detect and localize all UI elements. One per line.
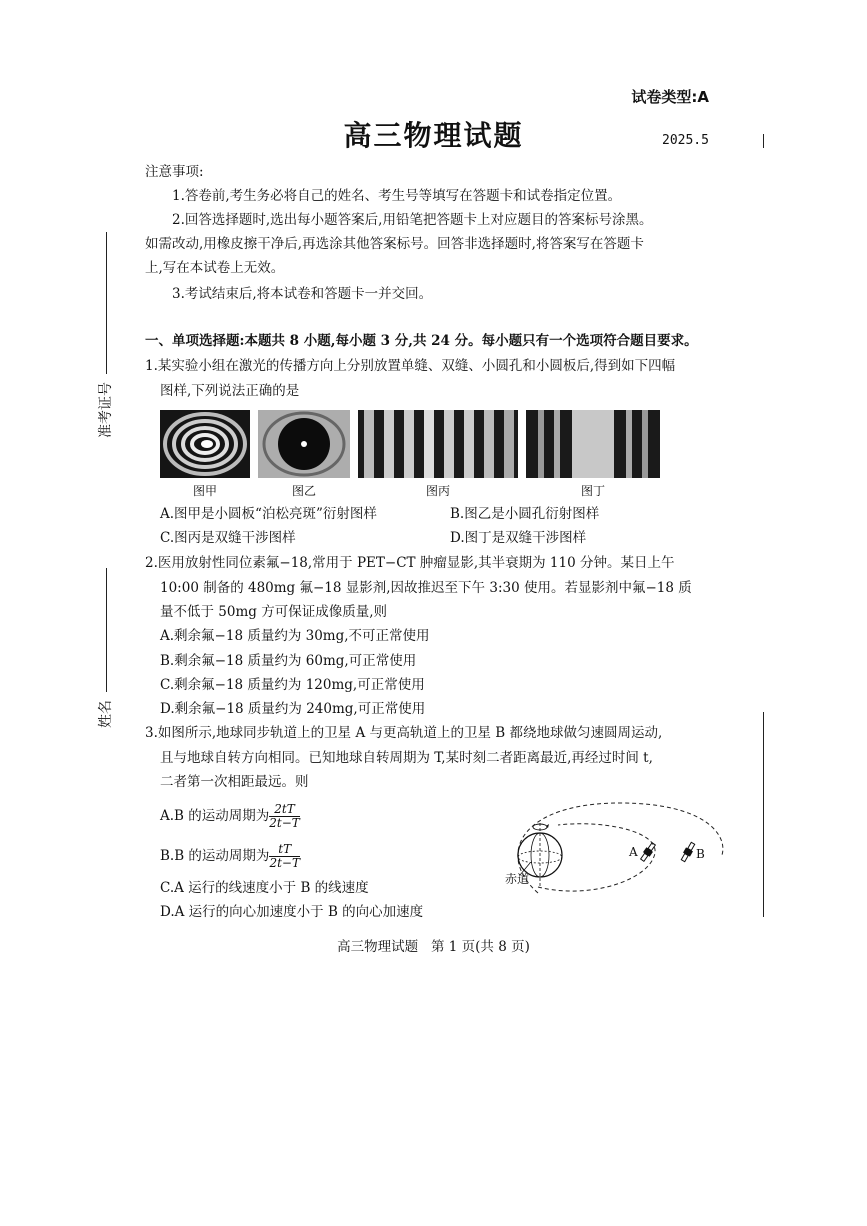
notice-item-2-end: 上,写在本试卷上无效。 [145,260,285,276]
exam-id-line [106,232,107,374]
q2-stem-line3: 量不低于 50mg 方可保证成像质量,则 [160,604,387,620]
q3-option-a-prefix: A.B 的运动周期为 [160,808,270,824]
name-label: 姓名 [98,700,114,728]
q3-stem-line3: 二者第一次相距最远。则 [160,774,309,790]
q3-stem-line2: 且与地球自转方向相同。已知地球自转周期为 T,某时刻二者距离最近,再经过时间 t, [160,750,653,766]
figure-yi-poisson [258,410,350,478]
q3-option-a-numerator: 2tT [269,803,300,817]
notice-heading: 注意事项: [145,164,204,180]
notice-item-1: 1.答卷前,考生务必将自己的姓名、考生号等填写在答题卡和试卷指定位置。 [172,188,622,204]
page-title: 高三物理试题 [343,119,524,152]
exam-id-label: 准考证号 [98,382,114,438]
satellite-b-label: B [696,847,705,861]
figure-jia-caption: 图甲 [192,484,217,498]
q1-option-a: A.图甲是小圆板“泊松亮斑”衍射图样 [160,506,377,522]
name-line [106,568,107,692]
q2-option-a: A.剩余氟−18 质量约为 30mg,不可正常使用 [160,628,430,644]
notice-item-2: 2.回答选择题时,选出每小题答案后,用铅笔把答题卡上对应题目的答案标号涂黑。 [172,212,653,228]
page-footer: 高三物理试题 第 1 页(共 8 页) [337,939,530,955]
q2-option-b: B.剩余氟−18 质量约为 60mg,可正常使用 [160,653,417,669]
notice-item-2-cont: 如需改动,用橡皮擦干净后,再选涂其他答案标号。回答非选择题时,将答案写在答题卡 [145,236,644,252]
q3-option-b [160,842,300,870]
figure-ding-diffraction [526,410,660,478]
q3-option-a-denominator: 2t−T [269,816,300,830]
q3-option-b-fraction [269,843,300,870]
q1-stem-line1: 1.某实验小组在激光的传播方向上分别放置单缝、双缝、小圆孔和小圆板后,得到如下四幅 [145,358,676,374]
paper-type: 试卷类型:A [631,88,709,106]
q2-stem-line2: 10:00 制备的 480mg 氟−18 显影剂,因故推迟至下午 3:30 使用。若显影剂中氟−18 质 [160,580,692,596]
q3-option-a [160,802,300,830]
q3-option-b-denominator: 2t−T [269,856,300,870]
q1-option-c: C.图丙是双缝干涉图样 [160,530,296,546]
q1-option-b: B.图乙是小圆孔衍射图样 [450,506,600,522]
q3-option-a-fraction [269,803,300,830]
q3-option-c: C.A 运行的线速度小于 B 的线速度 [160,880,369,896]
q3-option-b-numerator: tT [269,843,300,857]
q3-option-b-prefix: B.B 的运动周期为 [160,848,270,864]
section-heading: 一、单项选择题:本题共 8 小题,每小题 3 分,共 24 分。每小题只有一个选项符合题目要求。 [145,333,698,349]
exam-date: 2025.5 [662,133,709,148]
q2-option-c: C.剩余氟−18 质量约为 120mg,可正常使用 [160,677,425,693]
q1-stem-line2: 图样,下列说法正确的是 [160,383,300,399]
figure-jia-rings [160,410,250,478]
figure-bing-fringes [358,410,518,478]
q2-option-d: D.剩余氟−18 质量约为 240mg,可正常使用 [160,701,426,717]
q3-stem-line1: 3.如图所示,地球同步轨道上的卫星 A 与更高轨道上的卫星 B 都绕地球做匀速圆周运动, [145,725,663,741]
notice-item-3: 3.考试结束后,将本试卷和答题卡一并交回。 [172,286,433,302]
q3-option-d: D.A 运行的向心加速度小于 B 的向心加速度 [160,904,424,920]
figure-bing-caption: 图丙 [425,484,450,498]
figure-yi-caption: 图乙 [291,484,316,498]
right-edge-mark [763,134,764,148]
satellite-a-icon [639,842,657,863]
q1-option-d: D.图丁是双缝干涉图样 [450,530,587,546]
figure-ding-caption: 图丁 [580,484,605,498]
satellite-a-label: A [629,845,638,859]
satellite-b-icon [680,841,697,862]
right-edge-line [763,712,764,917]
equator-label: 赤道 [505,872,530,886]
q2-stem-line1: 2.医用放射性同位素氟−18,常用于 PET−CT 肿瘤显影,其半衰期为 110 分钟。某日上午 [145,555,675,571]
